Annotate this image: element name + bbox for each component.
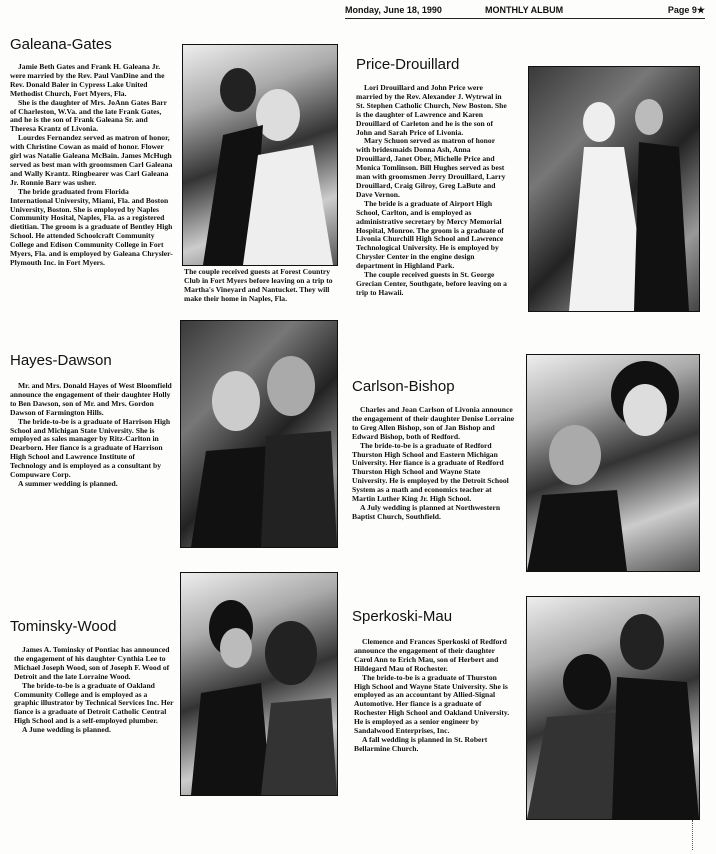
paragraph: Lori Drouillard and John Price were married by the Rev. Alexander J. Wytrwal in St. Stephen Catholic Church, New Boston. She is the daughter of Lawrence and Karen Drouillard of Carleton and he is the son of John and Sarah Price of Livonia. — [356, 83, 507, 137]
photo-silhouette — [527, 355, 699, 571]
couple-photo — [526, 354, 700, 572]
page-header — [345, 4, 705, 19]
paragraph: Mary Schuon served as matron of honor with bridesmaids Donna Ash, Anna Drouillard, Janet Ober, Michelle Price and Monica Tomlinson. Bill Hughes served as best man with groomsmen Jerry Drouillard, Larry Drouillard, Craig Gilroy, Greg LaBute and Dave Vernon. — [356, 136, 506, 199]
paragraph: The bride-to-be is a graduate of Redford Thurston High School and Eastern Michigan University. Her fiance is a graduate of Redford Thurston High School and Wayne State University. He is employed by the Detroit School System as a math and economics teacher at Martin Luther King Jr. High School. — [352, 440, 509, 504]
paragraph: Jamie Beth Gates and Frank H. Galeana Jr. were married by the Rev. Paul VanDine and the Rev. Donald Baler in Cypress Lake United Methodist Church, Fort Myers, Fla. — [10, 62, 165, 98]
paragraph: Charles and Joan Carlson of Livonia announce the engagement of their daughter Denise Lorraine to Greg Allen Bishop, son of Jan Bishop and Edward Bishop, both of Redford. — [352, 405, 515, 441]
header-section: MONTHLY ALBUM — [485, 5, 564, 15]
edge-marks — [692, 820, 699, 850]
announcement-title: Galeana-Gates — [10, 36, 112, 53]
photo-silhouette — [527, 597, 699, 819]
couple-photo — [180, 320, 338, 548]
photo-silhouette — [181, 573, 337, 795]
paragraph: A July wedding is planned at Northwestern Baptist Church, Southfield. — [352, 502, 501, 521]
photo-caption: The couple received guests at Forest Country Club in Fort Myers before leaving on a trip to Martha's Vineyard and Nantucket. They will make their home in Naples, Fla. — [184, 267, 333, 303]
announcement-title: Carlson-Bishop — [352, 378, 455, 395]
paragraph: A fall wedding is planned in St. Robert Bellarmine Church. — [354, 734, 488, 753]
paragraph: The couple received guests in St. George Grecian Center, Southgate, before leaving on a trip to Hawaii. — [356, 270, 507, 297]
couple-photo — [180, 572, 338, 796]
announcement-body — [354, 638, 514, 754]
announcement-title: Sperkoski-Mau — [352, 608, 453, 625]
announcement-body — [356, 84, 508, 298]
paragraph: The bride graduated from Florida International University, Miami, Fla. and Boston University, Boston. She is employed by Naples Community Hosital, Naples, Fla. as a registered dietitian. The groom is a graduate of Bentley High School. He attended Schoolcraft Community College and Edison Community College in Fort Myers, Fla. and is employed by Galeana Chrysler-Plymouth Inc. in Fort Myers. — [10, 186, 173, 267]
couple-photo — [526, 596, 700, 820]
paragraph: The bride-to-be is a graduate of Thurston High School and Wayne State University. She is employed as an accountant by Allied-Signal Automotive. Her fiance is a graduate of Rochester High School and Oakland University. He is employed as a senior engineer by Sandalwood Enterprises, Inc. — [354, 672, 510, 736]
photo-silhouette — [181, 321, 337, 547]
paragraph: A summer wedding is planned. — [18, 478, 118, 488]
announcement-body — [352, 406, 515, 522]
paragraph: Lourdes Fernandez served as matron of honor, with Christine Cowan as maid of honor. Flower girl was Natalie Galeana McBain. James McHugh served as best man with groomsmen Carl Galeana and Wally Krantz. Ringbearer was Carl Galeana Jr. Ronnie Barr was usher. — [10, 133, 173, 187]
header-page: Page 9★ — [667, 5, 705, 15]
photo-silhouette — [183, 45, 337, 265]
announcement-body — [14, 646, 174, 735]
announcement-body — [10, 63, 173, 268]
announcement-title: Tominsky-Wood — [10, 618, 117, 635]
paragraph: Mr. and Mrs. Donald Hayes of West Bloomfield announce the engagement of their daughter Holly to Ben Dawson, son of Mr. and Mrs. Gordon Dawson of Farmington Hills. — [10, 381, 172, 417]
photo-silhouette — [529, 67, 699, 311]
paragraph: Clemence and Frances Sperkoski of Redford announce the engagement of their daughter Carol Ann to Erich Mau, son of Herbert and Hildegard Mau of Rochester. — [354, 637, 507, 673]
paragraph: The bride-to-be is a graduate of Oakland Community College and is employed as a graphic illustrator by Technical Services Inc. Her fiance is a graduate of Detroit Catholic Central High School and is a self-employed plumber. — [14, 680, 174, 726]
paragraph: She is the daughter of Mrs. JoAnn Gates Barr of Charleston, W.Va. and the late Frank Gates, and he is the son of Frank Galeana Sr. and Theresa Krantz of Livonia. — [10, 97, 167, 134]
announcement-title: Price-Drouillard — [356, 56, 460, 73]
header-date: Monday, June 18, 1990 — [345, 5, 442, 15]
announcement-body — [10, 382, 172, 489]
paragraph: The bride is a graduate of Airport High School, Carlton, and is employed as administrative secretary by Mercy Memorial Hospital, Monroe. The groom is a graduate of Livonia Churchill High School and Lawrence Technological University. He is employed by Chrysler Center in the engine design department in Highland Park. — [356, 198, 504, 271]
paragraph: James A. Tominsky of Pontiac has announced the engagement of his daughter Cynthia Lee to Michael Joseph Wood, son of Joseph F. Wood of Detroit and the late Lorraine Wood. — [14, 645, 170, 681]
couple-photo — [182, 44, 338, 266]
announcement-title: Hayes-Dawson — [10, 352, 112, 369]
paragraph: The bride-to-be is a graduate of Harrison High School and Michigan State University. She is employed as sales manager by Ritz-Carlton in Dearborn. Her fiance is a graduate of Harrison High School and Lawrence Institute of Technology and is employed as a consultant by Compuware Corp. — [10, 416, 171, 480]
couple-photo — [528, 66, 700, 312]
paragraph: A June wedding is planned. — [22, 725, 111, 735]
